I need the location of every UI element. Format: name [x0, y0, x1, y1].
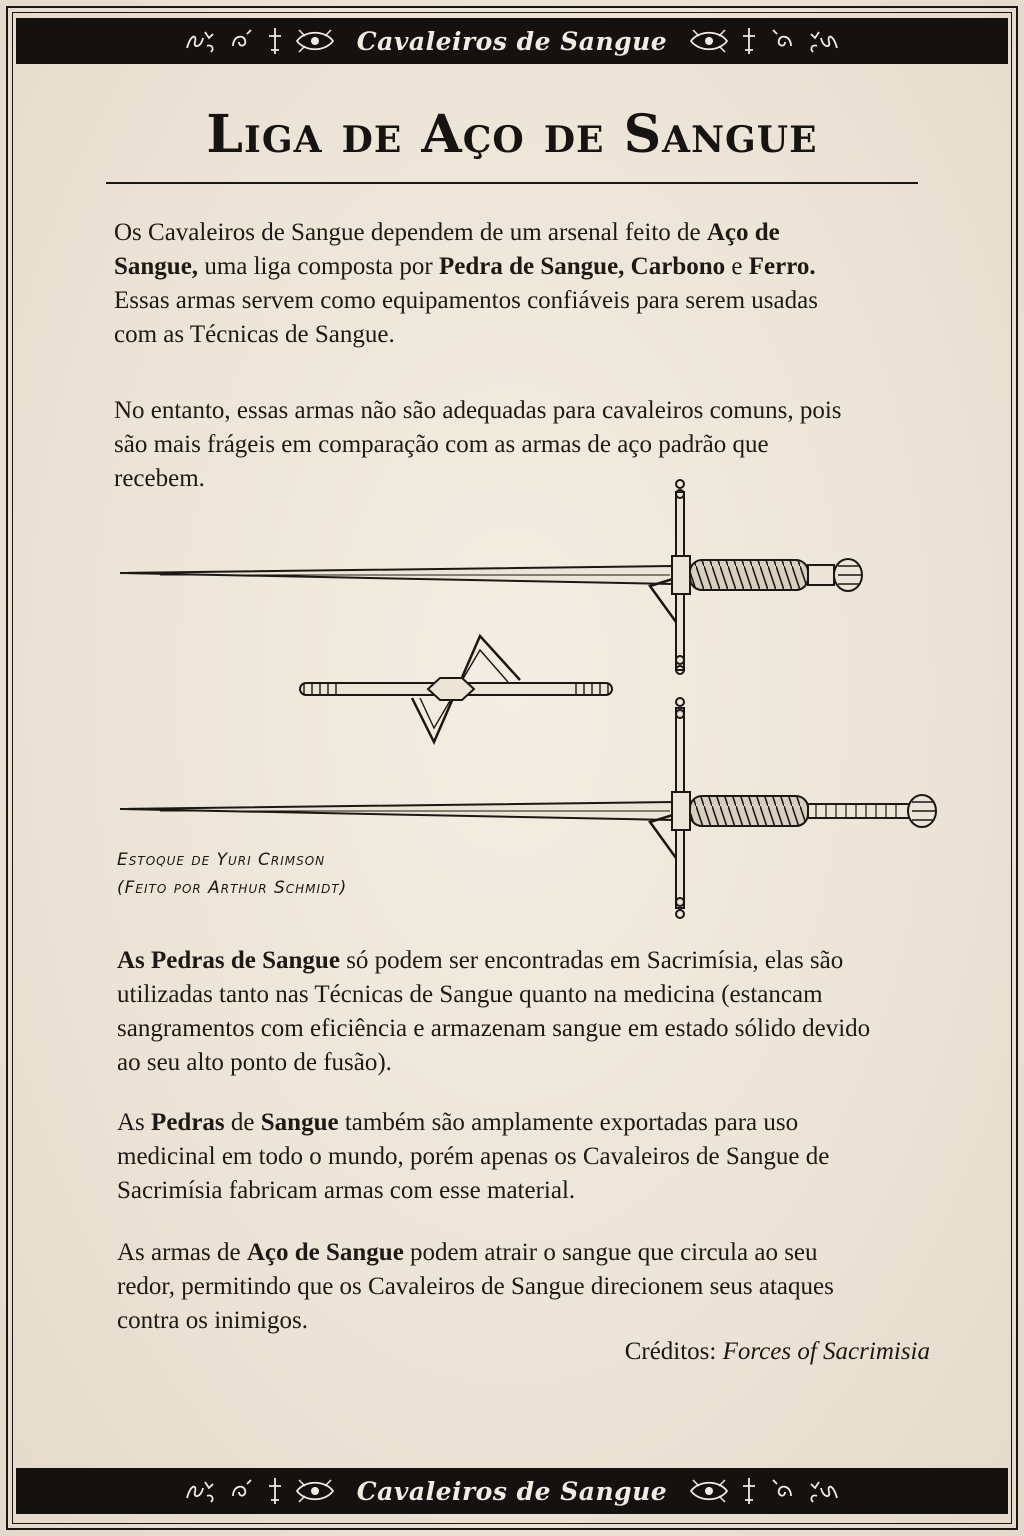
right-rune-ornament	[689, 26, 841, 56]
credits-source: Forces of Sacrimisia	[722, 1338, 930, 1365]
header-band	[16, 18, 1008, 64]
flourish-rune-icon	[805, 1476, 841, 1506]
dagger-rune-icon	[265, 26, 285, 56]
credits-label: Créditos:	[624, 1338, 717, 1365]
detached-crossguard	[300, 636, 612, 742]
flourish-rune-icon	[183, 1476, 219, 1506]
flourish-rune-icon	[183, 26, 219, 56]
right-rune-ornament	[689, 1476, 841, 1506]
fragility-paragraph: No entanto, essas armas não são adequadas para cavaleiros comuns, pois são mais frágeis em comparação com as armas de aço padrão que recebem.	[114, 397, 842, 492]
left-rune-ornament	[183, 1476, 335, 1506]
caption-line-1: Estoque de Yuri Crimson	[117, 850, 326, 870]
page-title: Liga de Aço de Sangue	[206, 104, 818, 165]
bloodstone-paragraph: As Pedras de Sangue só podem ser encontradas em Sacrimísia, elas são utilizadas tanto nas Técnicas de Sangue quanto na medicina (estancam sangramentos com eficiência e armazenam sangue em estado sólido devido ao seu alto ponto de fusão).	[117, 947, 871, 1076]
eye-rune-icon	[295, 26, 335, 56]
footer-band	[16, 1468, 1008, 1514]
dagger-rune-icon	[265, 1476, 285, 1506]
intro-paragraph: Os Cavaleiros de Sangue dependem de um arsenal feito de Aço de Sangue, uma liga composta por Pedra de Sangue, Carbono e Ferro. Essas armas servem como equipamentos confiáveis para serem usadas com as Técnicas de Sangue.	[114, 219, 818, 348]
left-rune-ornament	[183, 26, 335, 56]
blood-attraction-paragraph: As armas de Aço de Sangue podem atrair o sangue que circula ao seu redor, permitindo que os Cavaleiros de Sangue direcionem seus ataques contra os inimigos.	[117, 1239, 834, 1334]
hook-rune-icon	[769, 1476, 795, 1506]
assembled-rapier	[120, 480, 862, 674]
dagger-rune-icon	[739, 1476, 759, 1506]
title-divider	[106, 182, 918, 184]
dagger-rune-icon	[739, 26, 759, 56]
header-band-title: Cavaleiros de Sangue	[356, 26, 668, 56]
eye-rune-icon	[295, 1476, 335, 1506]
footer-band-title: Cavaleiros de Sangue	[356, 1476, 668, 1506]
eye-rune-icon	[689, 26, 729, 56]
eye-rune-icon	[689, 1476, 729, 1506]
flourish-rune-icon	[805, 26, 841, 56]
caption-line-2: (Feito por Arthur Schmidt)	[117, 878, 348, 898]
illustration-caption	[117, 846, 347, 902]
hook-rune-icon	[229, 1476, 255, 1506]
export-paragraph: As Pedras de Sangue também são amplamente exportadas para uso medicinal em todo o mundo, porém apenas os Cavaleiros de Sangue de Sacrimísia fabricam armas com esse material.	[117, 1109, 830, 1204]
credits-line	[0, 1338, 930, 1366]
hook-rune-icon	[229, 26, 255, 56]
hook-rune-icon	[769, 26, 795, 56]
